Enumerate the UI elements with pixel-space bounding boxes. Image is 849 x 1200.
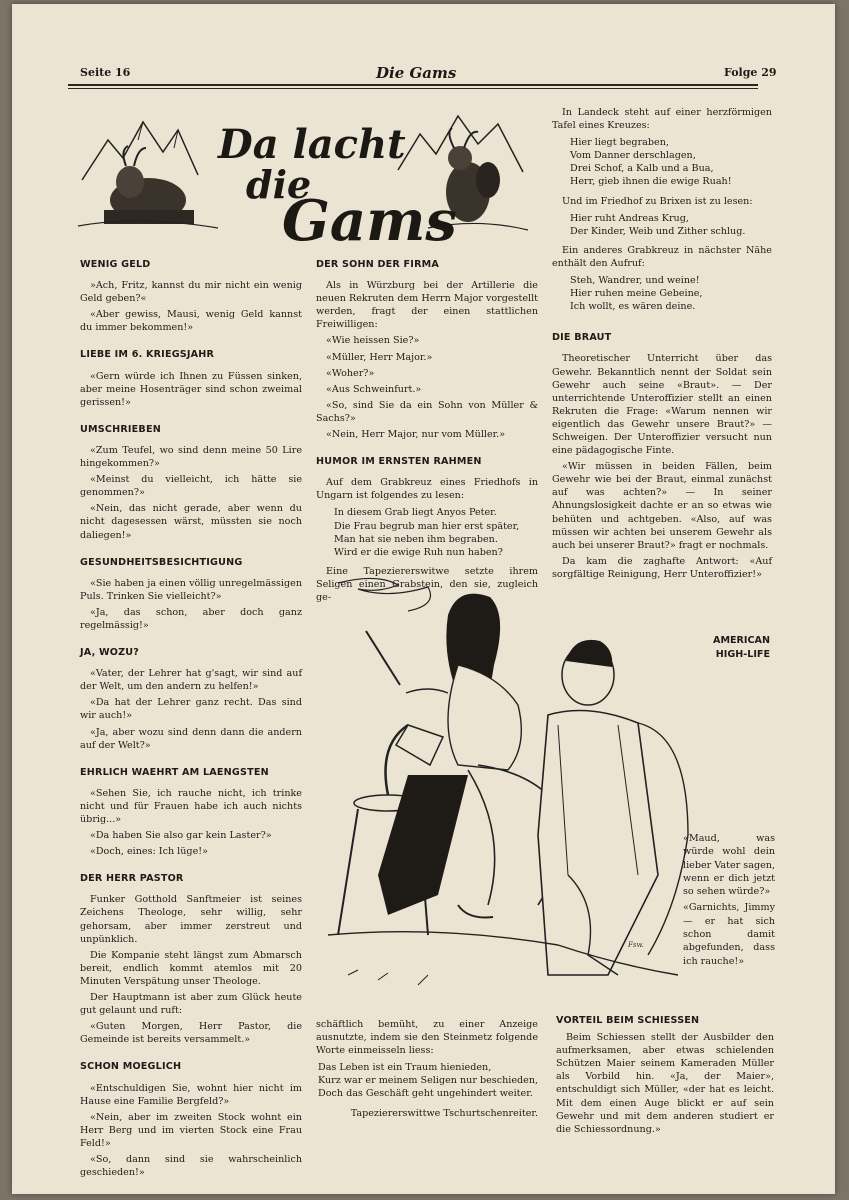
paragraph: Auf dem Grabkreuz eines Friedhofs in Ungarn ist folgendes zu lesen: (316, 477, 538, 502)
paragraph: «Nein, Herr Major, nur vom Müller.» (326, 429, 506, 441)
verse-line: Der Kinder, Weib und Zither schlug. (570, 225, 746, 237)
heading-liebe: LIEBE IM 6. KRIEGSJAHR (80, 349, 215, 361)
paragraph: «Wir müssen in beiden Fällen, beim Gewehr wie bei der Braut, einmal zunächst auf was achten?» — In seiner Ahnungslosigkeit dachte er an so etwas wie behüten und achtgeben. «Also, auf was müssen wir achten bei unserem Gewehr als auch bei unserer Braut?» fragt er nochmals. (552, 461, 772, 551)
verse-line: Das Leben ist ein Traum hienieden, (318, 1062, 492, 1074)
issue-number: Folge 29 (724, 66, 777, 79)
paragraph: schäftlich bemüht, zu einer Anzeige ausnutzte, indem sie den Steinmetz folgende Worte einmeisseln liess: (316, 1019, 538, 1057)
verse-line: Drei Schof, a Kalb und a Bua, (570, 163, 714, 175)
verse-line: Man hat sie neben ihm begraben. (334, 533, 498, 545)
logo-line-2: die (246, 162, 312, 207)
verse-line: Ich wollt, es wären deine. (570, 301, 696, 313)
verse-line: In diesem Grab liegt Anyos Peter. (334, 507, 497, 519)
paragraph: »Ach, Fritz, kannst du mir nicht ein wenig Geld geben?« (80, 280, 302, 305)
paragraph: Da kam die zaghafte Antwort: «Auf sorgfältige Reinigung, Herr Unteroffizier!» (552, 555, 772, 580)
paragraph: «So, dann sind sie wahrscheinlich geschieden!» (80, 1153, 302, 1179)
verse-line: Hier ruht Andreas Krug, (570, 212, 689, 224)
paragraph: Der Hauptmann ist aber zum Glück heute gut gelaunt und ruft: (80, 992, 302, 1017)
column-2 (316, 258, 538, 607)
masthead-title: Die Gams (376, 64, 457, 82)
paragraph: «Aus Schweinfurt.» (326, 383, 422, 395)
paragraph: «Gern würde ich Ihnen zu Füssen sinken, aber meine Hosenträger sind schon zweimal gerissen!» (80, 370, 302, 408)
verse-line: Wird er die ewige Ruh nun haben? (334, 546, 503, 558)
paragraph: «Woher?» (326, 367, 375, 379)
paragraph: In Landeck steht auf einer herzförmigen Tafel eines Kreuzes: (552, 107, 772, 132)
paragraph: «Doch, eines: Ich lüge!» (90, 846, 208, 858)
paragraph: «Nein, aber im zweiten Stock wohnt ein Herr Berg und im vierten Stock eine Frau Feld!» (80, 1111, 302, 1149)
heading-vorteil: VORTEIL BEIM SCHIESSEN (556, 1015, 700, 1026)
verse-line: Hier ruhen meine Gebeine, (570, 288, 703, 300)
caption-paragraph: «Maud, was würde wohl dein lieber Vater sagen, wenn er dich jetzt so sehen würde?» (683, 833, 775, 898)
paragraph: Eine Tapeziererswitwe setzte ihrem Seligen einen Grabstein, den sie, zugleich ge- (316, 565, 538, 603)
paragraph: «Ja, das schon, aber doch ganz regelmässig!» (80, 606, 302, 631)
verse-line: Die Frau begrub man hier erst später, (334, 520, 520, 532)
paragraph: «Entschuldigen Sie, wohnt hier nicht im Hause eine Familie Bergfeld?» (80, 1082, 302, 1107)
paragraph: Als in Würzburg bei der Artillerie die neuen Rekruten dem Herrn Major vorgestellt werden, fragt der einen stattlichen Freiwilligen: (316, 280, 538, 331)
verse-line: Hier liegt begraben, (570, 137, 669, 149)
verse-line: Vom Danner derschlagen, (570, 150, 696, 162)
heading-gesundheit: GESUNDHEITSBESICHTIGUNG (80, 556, 243, 568)
paragraph: «Zum Teufel, wo sind denn meine 50 Lire hingekommen?» (80, 444, 302, 470)
heading-die-braut: DIE BRAUT (552, 332, 612, 344)
paragraph: «Wie heissen Sie?» (326, 335, 420, 347)
paragraph: «Aber gewiss, Mausi, wenig Geld kannst du immer bekommen!» (80, 309, 302, 334)
column-3-bottom (556, 1014, 774, 1139)
paragraph: «Sie haben ja einen völlig unregelmässigen Puls. Trinken Sie vielleicht?» (80, 577, 302, 602)
svg-text:Fsw.: Fsw. (628, 941, 644, 949)
verse (570, 136, 772, 188)
paragraph: «Meinst du vielleicht, ich hätte sie genommen?» (80, 474, 302, 499)
da-lacht-die-gams-logo (68, 100, 528, 250)
paragraph: Beim Schiessen stellt der Ausbilder den aufmerksamen, aber etwas schielenden Schützen Maier seinem Kameraden Müller als Vorbild hin. «Ja, der Maier», entschuldigt sich Müller, «der hat es leicht. Mit dem einen Auge blickt er auf sein Gewehr und mit dem anderen studiert er die Schiessordnung.» (556, 1032, 774, 1135)
paragraph: Funker Gotthold Sanftmeier ist seines Zeichens Theologe, sehr willig, sehr gehorsam, aber immer zerstreut und unpünklich. (80, 894, 302, 945)
cartoon-title-line: AMERICAN (713, 635, 770, 646)
heading-umschrieben: UMSCHRIEBEN (80, 423, 161, 435)
verse-line: Kurz war er meinem Seligen nur beschieden, (318, 1075, 539, 1087)
verse (570, 274, 772, 313)
paragraph: «Guten Morgen, Herr Pastor, die Gemeinde ist bereits versammelt.» (80, 1021, 302, 1046)
logo-line-1: Da lacht (218, 121, 406, 168)
paragraph: «Sehen Sie, ich rauche nicht, ich trinke nicht und für Frauen habe ich auch nichts übrig...» (80, 787, 302, 825)
verse-line: Steh, Wandrer, und weine! (570, 275, 700, 287)
column-1 (80, 258, 302, 1182)
heading-sohn-der-firma: DER SOHN DER FIRMA (316, 259, 440, 270)
verse (570, 212, 772, 238)
verse-line: Herr, gieb ihnen die ewige Ruah! (570, 176, 732, 188)
paragraph: «So, sind Sie da ein Sohn von Müller & Sachs?» (316, 399, 538, 424)
paragraph: Theoretischer Unterricht über das Gewehr. Bekanntlich nennt der Soldat sein Gewehr auch seine «Braut». — Der unterrichtende Unteroffizier stellt an einen Rekruten die Frage: «Warum nennen wir eigentlich das Gewehr unsere Braut?» — Schweigen. Der Unteroffizier versucht nun eine pädagogische Finte. (552, 353, 772, 457)
cartoon-title (690, 634, 770, 662)
paragraph: «Da haben Sie also gar kein Laster?» (90, 830, 272, 842)
header-rule (68, 84, 758, 86)
paragraph: «Ja, aber wozu sind denn dann die andern auf der Welt?» (80, 726, 302, 751)
paragraph: Die Kompanie steht längst zum Abmarsch bereit, endlich kommt atemlos mit 20 Minuten Verspätung unser Theologe. (80, 949, 302, 987)
page-number: Seite 16 (80, 66, 131, 79)
heading-ehrlich: EHRLICH WAEHRT AM LAENGSTEN (80, 766, 269, 778)
paragraph: «Müller, Herr Major.» (326, 351, 433, 363)
column-3 (552, 106, 772, 584)
paragraph: «Nein, das nicht gerade, aber wenn du nicht dagesessen wärst, müssten sie noch daliegen!» (80, 503, 302, 541)
cartoon-caption (683, 832, 775, 971)
signature-line: Tapeziererswittwe Tschurtschenreiter. (350, 1107, 538, 1119)
paragraph: Ein anderes Grabkreuz in nächster Nähe enthält den Aufruf: (552, 244, 772, 269)
paragraph: «Vater, der Lehrer hat g'sagt, wir sind auf der Welt, um den andern zu helfen!» (80, 668, 302, 693)
heading-schon-moeglich: SCHON MOEGLICH (80, 1061, 182, 1073)
header-rule-thin (68, 88, 758, 89)
heading-wenig-geld: WENIG GELD (80, 259, 151, 270)
verse-line: Doch das Geschäft geht ungehindert weiter. (318, 1088, 533, 1100)
cartoon-title-line: HIGH-LIFE (715, 649, 770, 660)
heading-pastor: DER HERR PASTOR (80, 873, 184, 885)
cartoon-illustration (318, 575, 698, 1010)
paragraph: «Da hat der Lehrer ganz recht. Das sind wir auch!» (80, 697, 302, 722)
verse (334, 506, 538, 558)
verse (318, 1061, 538, 1100)
paragraph: Und im Friedhof zu Brixen ist zu lesen: (562, 195, 753, 207)
logo-line-3: Gams (282, 188, 457, 250)
caption-paragraph: «Garnichts, Jimmy — er hat sich schon damit abgefunden, dass ich rauche!» (683, 902, 775, 967)
heading-humor: HUMOR IM ERNSTEN RAHMEN (316, 456, 482, 468)
column-2-continuation (316, 1018, 538, 1120)
heading-ja-wozu: JA, WOZU? (80, 647, 140, 659)
